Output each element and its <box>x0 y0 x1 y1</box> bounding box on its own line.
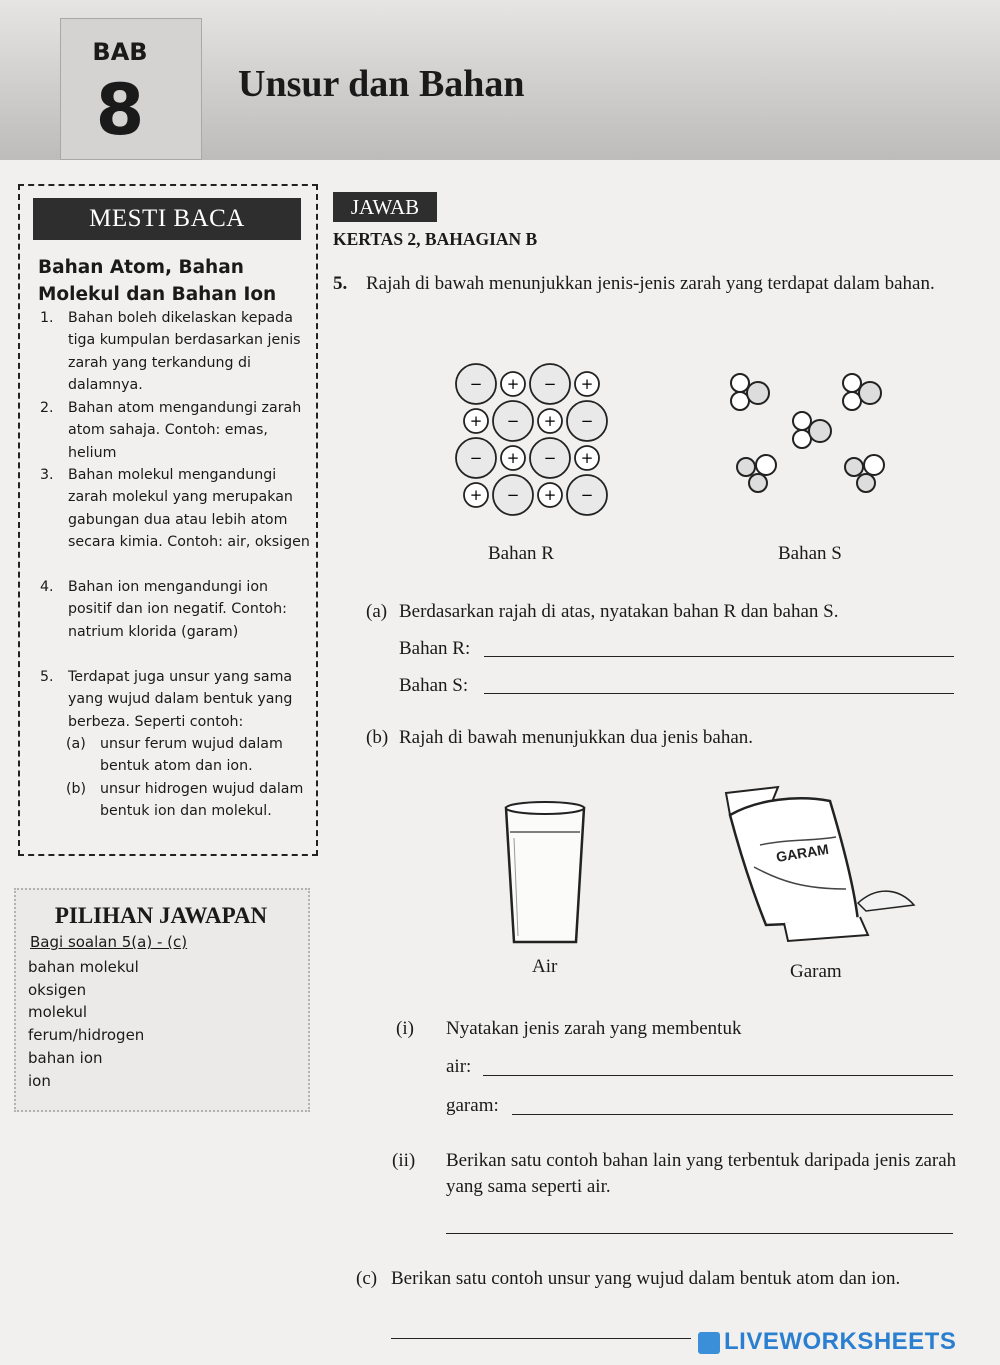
molecule <box>731 374 769 410</box>
molecule <box>793 412 831 448</box>
ion-charge-label: − <box>580 486 594 504</box>
salt-bag-illustration <box>718 785 918 945</box>
section-label: KERTAS 2, BAHAGIAN B <box>333 229 538 249</box>
watermark <box>698 1328 998 1360</box>
note-number: 2. <box>40 400 54 416</box>
molecule-diagram <box>720 365 900 510</box>
glass-of-water-illustration <box>500 798 590 948</box>
label-bahan-r: Bahan R <box>488 543 554 564</box>
answer-label-air: air: <box>446 1056 472 1077</box>
ion-charge-label: + <box>543 486 557 504</box>
ionic-lattice-diagram <box>450 362 616 522</box>
note-number: 5. <box>40 669 54 685</box>
note-text: Bahan boleh dikelaskan kepada tiga kumpulan berdasarkan jenis zarah yang terkandung di dalamnya. <box>68 310 301 394</box>
part-b-i-label: (i) <box>396 1018 414 1039</box>
note-number: 4. <box>40 579 54 595</box>
question-stem: Rajah di bawah menunjukkan jenis-jenis zarah yang terdapat dalam bahan. <box>366 273 935 294</box>
ion-charge-label: + <box>506 375 520 393</box>
answer-line-c[interactable] <box>391 1338 691 1339</box>
note-text: Bahan atom mengandungi zarah atom sahaja. Contoh: emas, helium <box>68 400 302 461</box>
part-b-label: (b) <box>366 727 389 748</box>
pilihan-option: ion <box>28 1071 51 1090</box>
pilihan-option: ferum/hidrogen <box>28 1026 145 1045</box>
part-b-i-text: Nyatakan jenis zarah yang membentuk <box>446 1018 742 1039</box>
caption-air: Air <box>532 956 558 977</box>
molecule <box>737 455 776 492</box>
liveworksheets-logo-icon <box>698 1332 720 1354</box>
mesti-baca-title: MESTI BACA <box>33 198 301 240</box>
ion-charge-label: − <box>506 412 520 430</box>
pilihan-option: bahan molekul <box>28 958 139 976</box>
answer-line-air[interactable] <box>483 1075 953 1076</box>
part-a-label: (a) <box>366 601 388 622</box>
part-c-text: Berikan satu contoh unsur yang wujud dalam bentuk atom dan ion. <box>391 1268 901 1289</box>
answer-label-r: Bahan R: <box>399 638 471 659</box>
ion-charge-label: + <box>580 375 594 393</box>
answer-line-r[interactable] <box>484 656 954 657</box>
answer-line-b-ii[interactable] <box>446 1233 953 1234</box>
label-bahan-s: Bahan S <box>778 543 842 564</box>
note-number: 1. <box>40 310 54 326</box>
pilihan-title: PILIHAN JAWAPAN <box>54 903 268 928</box>
note-subnumber: (b) <box>66 781 87 797</box>
answer-label-s: Bahan S: <box>399 675 469 696</box>
note-text: Bahan molekul mengandungi zarah molekul yang merupakan gabungan dua atau lebih atom secara kimia. Contoh: air, oksigen <box>68 467 310 551</box>
pilihan-option: bahan ion <box>28 1048 103 1067</box>
ion-charge-label: − <box>543 375 557 393</box>
ion-charge-label: − <box>506 486 520 504</box>
note-subtext: unsur hidrogen wujud dalam bentuk ion dan molekul. <box>100 781 304 820</box>
jawab-tag: JAWAB <box>333 192 437 222</box>
ion-charge-label: + <box>543 412 557 430</box>
part-a-text: Berdasarkan rajah di atas, nyatakan bahan R dan bahan S. <box>399 601 839 622</box>
watermark-text: LIVEWORKSHEETS <box>724 1328 957 1355</box>
mesti-baca-intro: Bahan Atom, Bahan Molekul dan Bahan Ion <box>38 257 277 305</box>
pilihan-options <box>28 956 144 1092</box>
bab-label: BAB <box>92 38 148 66</box>
molecule <box>845 455 884 492</box>
note-text: Terdapat juga unsur yang sama yang wujud dalam bentuk yang berbeza. Seperti contoh: <box>68 669 293 730</box>
bag-label-text: GARAM <box>774 840 830 865</box>
note-number: 3. <box>40 467 54 483</box>
question-number: 5. <box>333 273 348 294</box>
part-b-ii-label: (ii) <box>392 1150 416 1171</box>
ion-charge-label: − <box>469 449 483 467</box>
bab-number: 8 <box>95 69 145 151</box>
ion-charge-label: + <box>506 449 520 467</box>
answer-line-garam[interactable] <box>512 1114 953 1115</box>
ion-charge-label: − <box>543 449 557 467</box>
ion-charge-label: − <box>580 412 594 430</box>
part-c-label: (c) <box>356 1268 378 1289</box>
ion-charge-label: + <box>469 412 483 430</box>
caption-garam: Garam <box>790 961 842 982</box>
ion-charge-label: − <box>469 375 483 393</box>
pilihan-option: oksigen <box>28 980 87 999</box>
chapter-title: Unsur dan Bahan <box>238 63 525 105</box>
pilihan-option: molekul <box>28 1003 88 1022</box>
answer-label-garam: garam: <box>446 1095 499 1116</box>
part-b-ii-text: Berikan satu contoh bahan lain yang terbentuk daripada jenis zarah yang sama seperti air. <box>446 1150 957 1197</box>
ion-charge-label: + <box>469 486 483 504</box>
note-text: Bahan ion mengandungi ion positif dan ion negatif. Contoh: natrium klorida (garam) <box>68 579 287 640</box>
ion-charge-label: + <box>580 449 594 467</box>
pilihan-subtitle: Bagi soalan 5(a) - (c) <box>30 933 188 951</box>
molecule <box>843 374 881 410</box>
note-subnumber: (a) <box>66 736 86 752</box>
part-b-text: Rajah di bawah menunjukkan dua jenis bahan. <box>399 727 754 748</box>
note-subtext: unsur ferum wujud dalam bentuk atom dan ion. <box>100 736 283 775</box>
answer-line-s[interactable] <box>484 693 954 694</box>
